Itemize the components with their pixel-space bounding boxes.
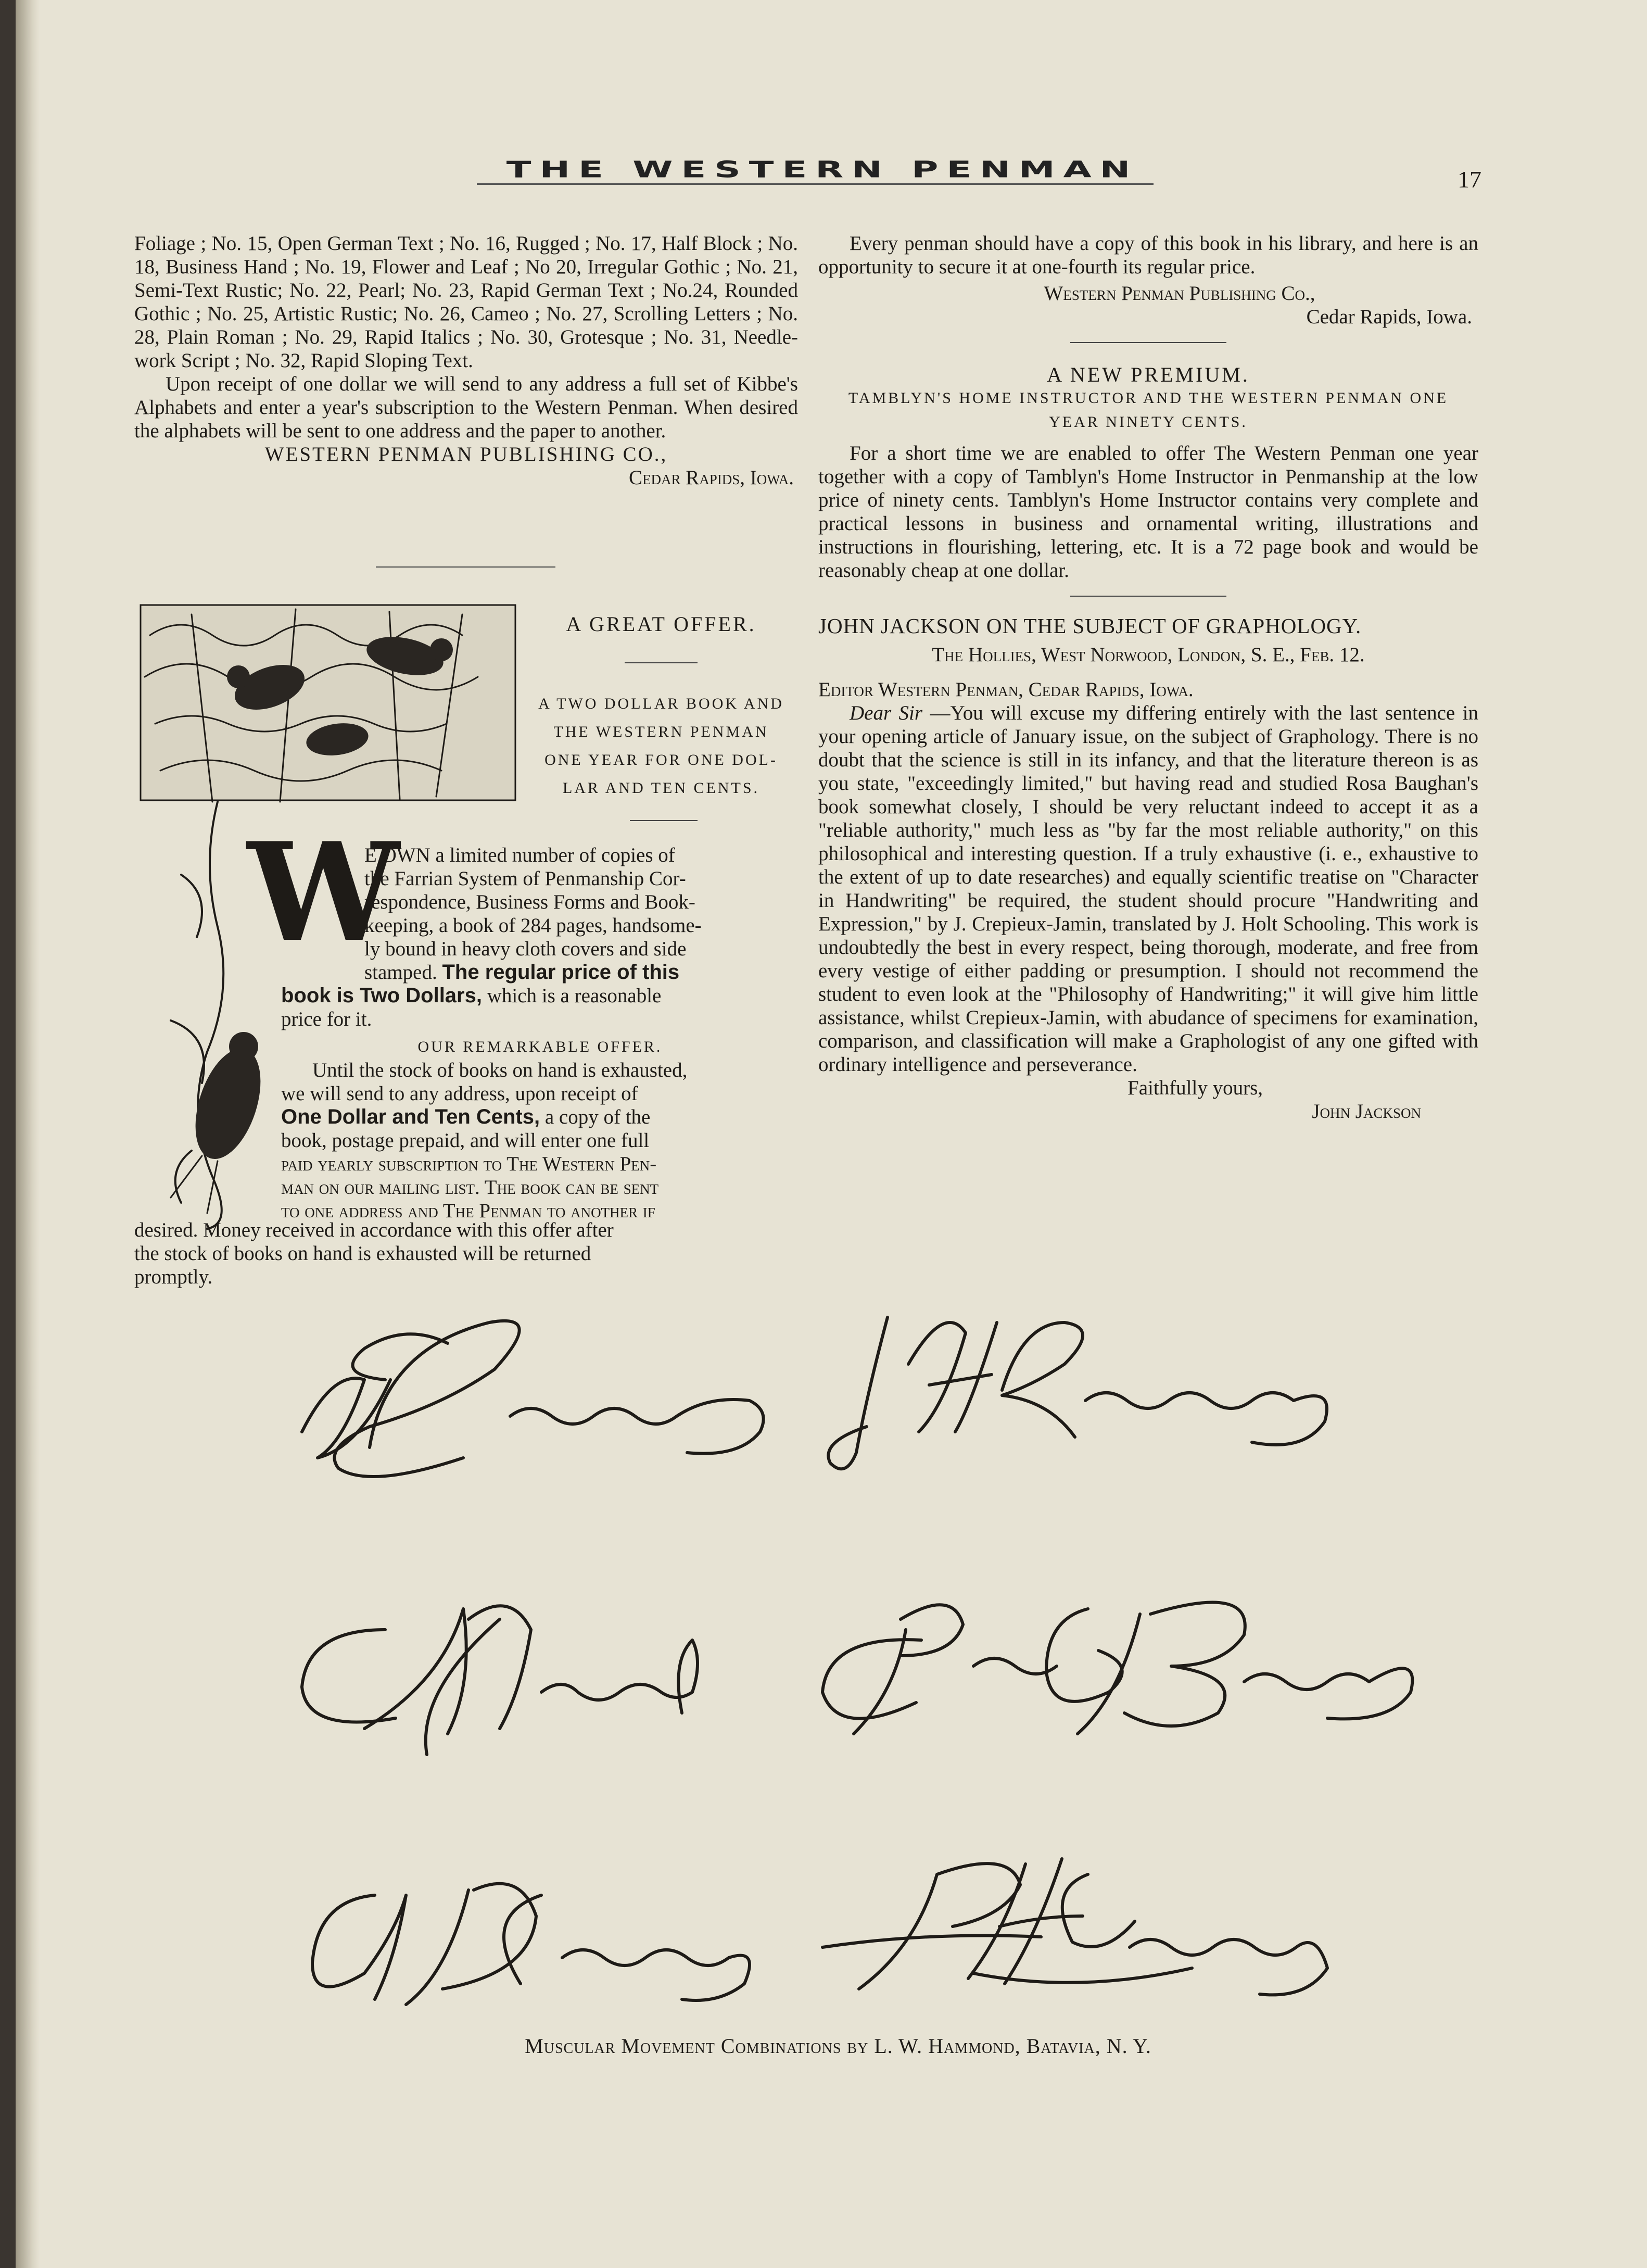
reasonable-text: which is a reasonable [487, 985, 662, 1007]
offer-line: paid yearly subscription to The Western Pen- [281, 1153, 657, 1175]
alphabet-list-paragraph: Foliage ; No. 15, Open German Text ; No. 16, Rugged ; No. 17, Half Block ; No. 18, Business Hand ; No. 19, Flower and Leaf ; No 20, Irregular Gothic ; No. 21, Semi-Text Rustic; No. 22, Pearl; No. 23, Rapid German Text ; No.24, Rounded Gothic ; No. 25, Artistic Rustic; No. 26, Cameo ; No. 27, Scrolling Letters ; No. 28, Plain Roman ; No. 29, Rapid Italics ; No. 30, Grotesque ; No. 31, Needle-work Script ; No. 32, Rapid Sloping Text. [134, 232, 798, 372]
stamped-text: stamped. [364, 961, 437, 984]
signature-j-h-richmond [825, 1302, 1346, 1484]
offer-line: book, postage prepaid, and will enter one full [281, 1129, 650, 1152]
signatures-caption: Muscular Movement Combinations by L. W. Hammond, Batavia, N. Y. [525, 2034, 1151, 2058]
book-spine-shadow [16, 0, 40, 2268]
offer-line: desired. Money received in accordance with this offer after [134, 1219, 614, 1241]
dear-sir: Dear Sir [850, 702, 923, 724]
great-offer-rule-2 [630, 820, 698, 821]
masthead: THE WESTERN PENMAN [506, 156, 1139, 183]
offer-line: promptly. [134, 1266, 213, 1288]
great-offer-rule [625, 662, 698, 663]
editor-line: Editor Western Penman, Cedar Rapids, Iowa. [818, 678, 1194, 701]
offer-line: man on our mailing list. The book can be sent [281, 1176, 659, 1199]
left-column-top [134, 232, 798, 489]
signature-prof-g-bixler [817, 1578, 1431, 1765]
masthead-rule [477, 183, 1154, 185]
publisher-signature: WESTERN PENMAN PUBLISHING CO., [264, 443, 668, 465]
publisher-city: Cedar Rapids, Iowa. [628, 467, 794, 489]
great-offer-subtitle-line: THE WESTERN PENMAN [553, 723, 769, 740]
premium-body: For a short time we are enabled to offer The Western Penman one year together with a copy of Tamblyn's Home Instructor in Penmanship at the low price of ninety cents. Tamblyn's Home Instructor contains very complete and practical lessons in business and ornamental writing, illustrations and instructions in flourishing, lettering, etc. It is a 72 page book and would be reasonably cheap at one dollar. [818, 442, 1478, 582]
great-offer-subtitle-line: ONE YEAR FOR ONE DOL- [544, 751, 778, 768]
premium-subtitle-1: TAMBLYN'S HOME INSTRUCTOR AND THE WESTERN PENMAN ONE [848, 389, 1449, 407]
offer-line: respondence, Business Forms and Book- [364, 891, 695, 913]
premium-subtitle-2: YEAR NINETY CENTS. [1049, 413, 1248, 431]
remarkable-offer-heading: OUR REMARKABLE OFFER. [417, 1038, 663, 1055]
jackson-address: The Hollies, West Norwood, London, S. E., Feb. 12. [932, 644, 1365, 666]
great-offer-subtitle [526, 690, 796, 802]
offer-continued [281, 984, 799, 1223]
two-dollars-bold: book is Two Dollars, [281, 984, 482, 1007]
page-number: 17 [1458, 166, 1481, 193]
premium-title: A NEW PREMIUM. [1047, 363, 1250, 386]
great-offer-title: A GREAT OFFER. [566, 612, 756, 636]
offer-line: ly bound in heavy cloth covers and side [364, 938, 687, 960]
offer-line: keeping, a book of 284 pages, handsome- [364, 914, 702, 937]
offer-line: the stock of books on hand is exhausted will be returned [134, 1242, 591, 1265]
copy-of-the: a copy of the [544, 1106, 651, 1128]
offer-line: Until the stock of books on hand is exhausted, [312, 1059, 688, 1081]
signature-a-d-cushman [302, 1854, 770, 2020]
offer-line: we will send to any address, upon receipt of [281, 1082, 638, 1105]
section-divider [376, 566, 555, 568]
letter-body: —You will excuse my differing entirely with the last sentence in your opening article of January issue, on the subject of Graphology. There is no doubt that the science is still in its infancy, and that the literature thereon is as you state, "exceedingly limited," but having read and studied Rosa Baughan's book somewhat closely, I should be very reluctant indeed to accept it as a "reliable authority," much less as "by far the most reliable authority," on this philosophical and interesting question. If a truly exhaustive (i. e., exhaustive to the extent of up to date researches) and equally scientific treatise on "Character in Handwriting" be required, the student should procure "Handwriting and Expression," by J. Crepieux-Jamin, translated by J. Holt Schooling. This work is undoubtedly the best in every respect, being thorough, moderate, and free from every vestige of either padding or presumption. I should not recommend the student to even look at the "Philosophy of Handwriting;" it will give him little assistance, whilst Crepieux-Jamin, with abudance of specimens for examination, comparison, and classification will make a Graphologist of any one gifted with ordinary intelligence and perseverance. [818, 702, 1478, 1076]
regular-price-bold: The regular price of this [442, 961, 680, 984]
signature-l-w-hammond [817, 1843, 1395, 2020]
signature-c-m-jones [292, 1588, 802, 1775]
one-dollar-bold: One Dollar and Ten Cents, [281, 1105, 540, 1128]
drop-cap: W [247, 813, 399, 972]
great-offer-subtitle-line: A TWO DOLLAR BOOK AND [538, 695, 784, 712]
publisher-city-right: Cedar Rapids, Iowa. [1306, 306, 1472, 328]
offer-line: to one address and The Penman to another if [281, 1200, 655, 1222]
offer-line [364, 961, 799, 984]
library-paragraph: Every penman should have a copy of this book in his library, and here is an opportunity to secure it at one-fourth its regular price. [818, 232, 1478, 278]
right-column [818, 232, 1478, 1123]
offer-line: E OWN a limited number of copies of [364, 844, 675, 866]
signature-a-parsons [292, 1312, 802, 1484]
kibbe-offer-paragraph: Upon receipt of one dollar we will send to any address a full set of Kibbe's Alphabets and enter a year's subscription to the Western Penman. When desired the alphabets will be sent to one address and the paper to another. [134, 373, 798, 442]
price-for-it: price for it. [281, 1008, 372, 1030]
letter-closing: Faithfully yours, [1127, 1077, 1263, 1099]
offer-ending [134, 1218, 798, 1289]
great-offer-subtitle-line: LAR AND TEN CENTS. [562, 779, 760, 797]
offer-lead-text [364, 843, 799, 984]
letter-signer: John Jackson [1312, 1100, 1421, 1123]
jackson-title: JOHN JACKSON ON THE SUBJECT OF GRAPHOLOGY. [818, 614, 1362, 638]
publisher-signature-right: Western Penman Publishing Co., [1044, 282, 1315, 305]
offer-line: the Farrian System of Penmanship Cor- [364, 867, 686, 890]
